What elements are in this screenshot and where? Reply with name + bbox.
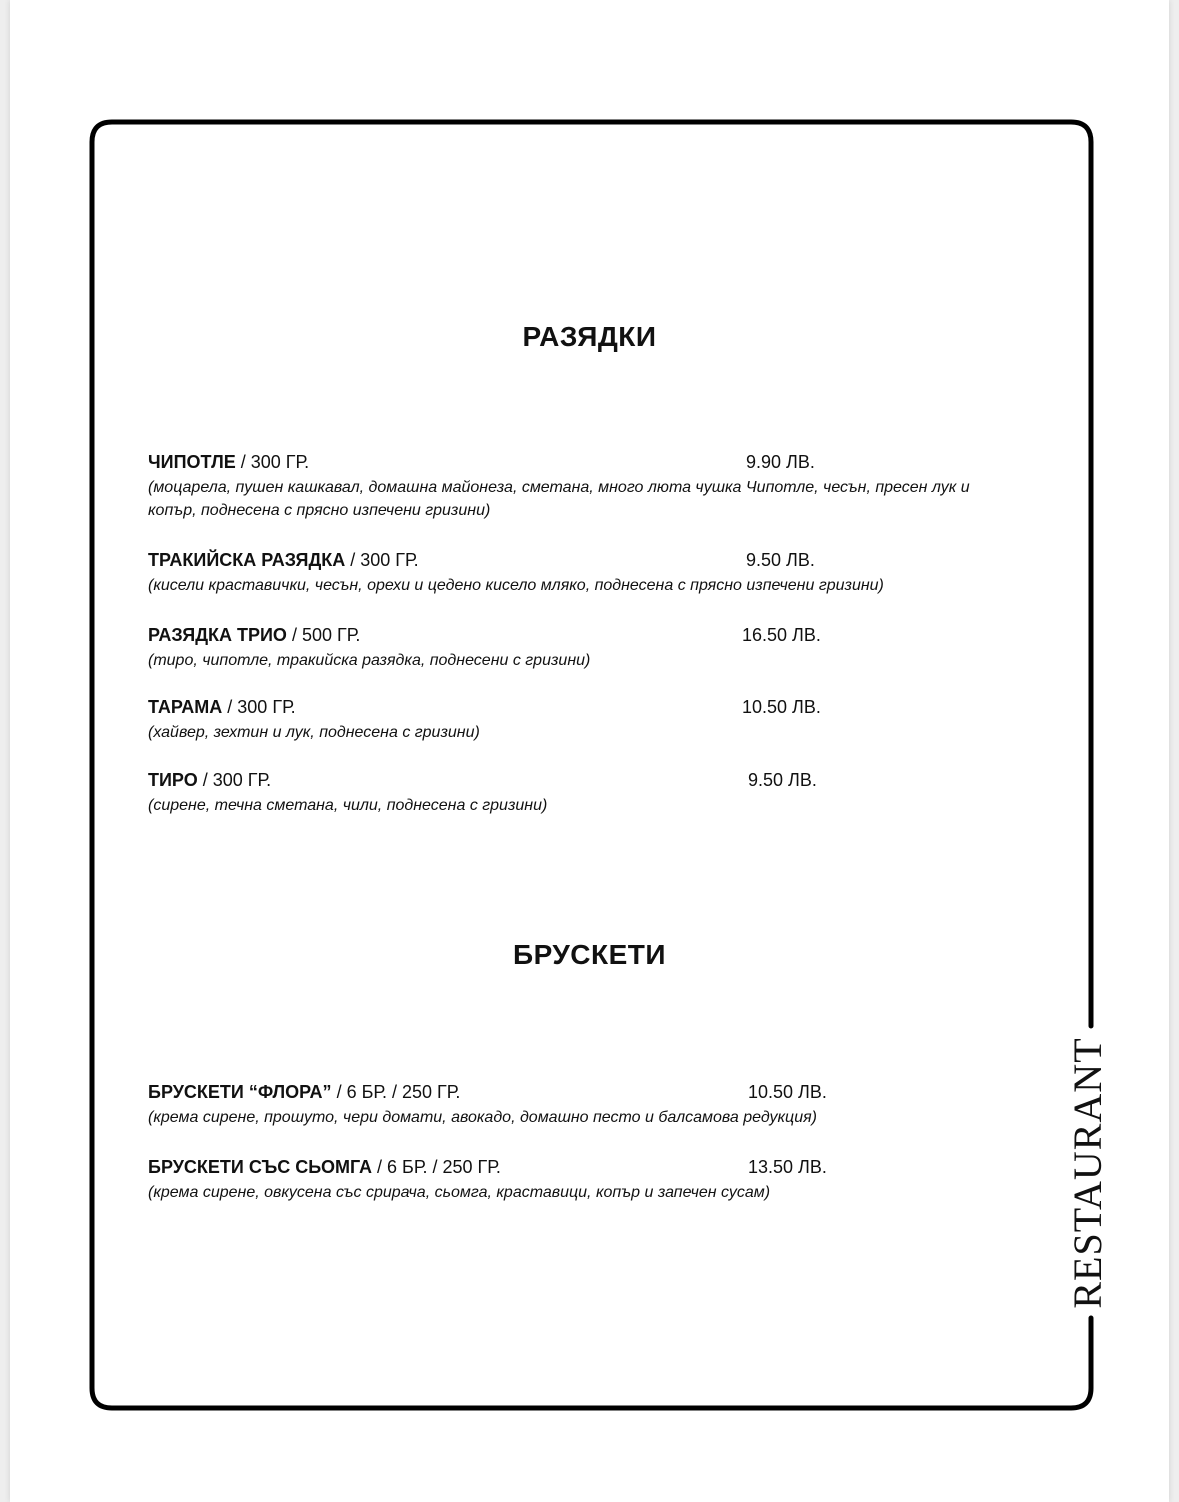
item-portion: / 6 БР. / 250 ГР. (372, 1157, 501, 1177)
item-portion: / 500 ГР. (286, 625, 361, 645)
item-name: ЧИПОТЛЕ (148, 452, 236, 472)
item-price: 13.50 ЛВ. (748, 1157, 827, 1177)
menu-item (148, 624, 1048, 672)
menu-item (148, 1081, 1048, 1129)
frame-border (92, 122, 1091, 1408)
section-title-brusketi: БРУСКЕТИ (512, 939, 667, 970)
item-price: 10.50 ЛВ. (748, 1082, 827, 1102)
item-description: (моцарела, пушен кашкавал, домашна майонеза, сметана, много люта чушка Чипотле, чесън, пресен лук и копър, поднесена с прясно изпечени гризини) (148, 479, 970, 519)
item-name: БРУСКЕТИ “ФЛОРА” (148, 1082, 332, 1102)
item-portion: / 300 ГР. (235, 452, 310, 472)
item-description: (тиро, чипотле, тракийска разядка, поднесени с гризини) (148, 652, 591, 669)
menu-item (148, 769, 1048, 817)
item-description: (крема сирене, прошуто, чери домати, авокадо, домашно песто и балсамова редукция) (148, 1109, 817, 1126)
item-price: 16.50 ЛВ. (742, 625, 821, 645)
section-title-razyadki: РАЗЯДКИ (522, 321, 657, 352)
item-price: 9.90 ЛВ. (746, 452, 815, 472)
item-description: (кисели краставички, чесън, орехи и цедено кисело мляко, поднесена с прясно изпечени гризини) (148, 577, 884, 594)
item-price: 9.50 ЛВ. (746, 550, 815, 570)
item-description: (сирене, течна сметана, чили, поднесена с гризини) (148, 797, 548, 814)
menu-item (148, 451, 1048, 522)
item-portion: / 300 ГР. (197, 770, 272, 790)
item-name: ТИРО (148, 770, 198, 790)
item-name: РАЗЯДКА ТРИО (148, 625, 287, 645)
item-price: 10.50 ЛВ. (742, 697, 821, 717)
menu-item (148, 696, 1048, 744)
menu-item (148, 549, 1048, 597)
item-name: ТРАКИЙСКА РАЗЯДКА (148, 550, 346, 570)
item-portion: / 6 БР. / 250 ГР. (331, 1082, 461, 1102)
brand-restaurant: RESTAURANT (1065, 1037, 1110, 1309)
menu-item (148, 1156, 1048, 1204)
item-price: 9.50 ЛВ. (748, 770, 817, 790)
item-name: БРУСКЕТИ СЪС СЬОМГА (148, 1157, 373, 1177)
item-portion: / 300 ГР. (222, 697, 296, 717)
item-portion: / 300 ГР. (345, 550, 419, 570)
item-description: (хайвер, зехтин и лук, поднесена с гризини) (148, 724, 480, 741)
item-description: (крема сирене, овкусена със срирача, сьомга, краставици, копър и запечен сусам) (148, 1184, 771, 1201)
item-name: ТАРАМА (148, 697, 223, 717)
